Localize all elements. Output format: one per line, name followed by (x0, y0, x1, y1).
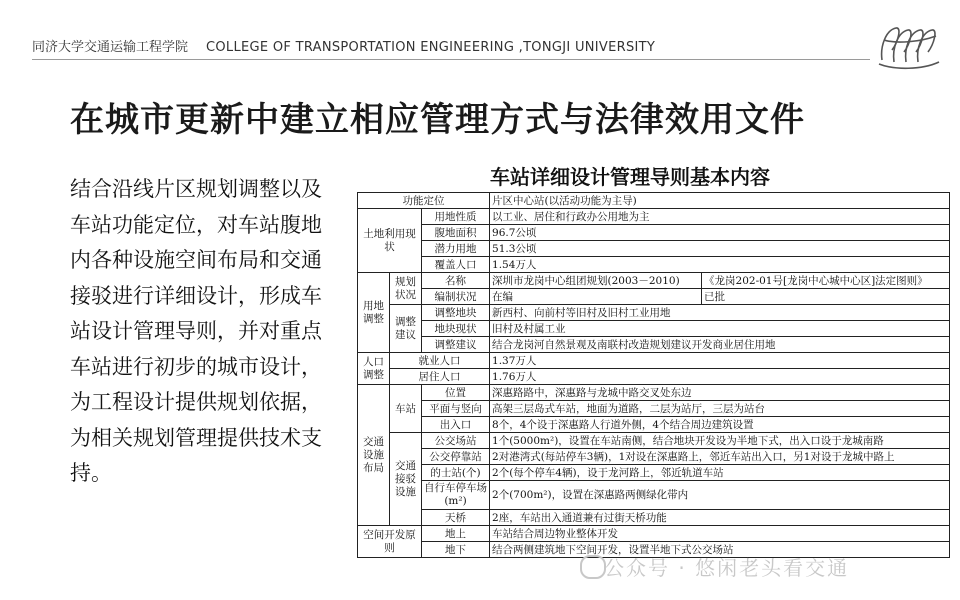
cell-label: 居住人口 (390, 369, 490, 385)
table-row (358, 526, 950, 542)
cell-value: 1个(5000m²)，设置在车站南侧，结合地块开发设为半地下式，出入口设于龙城南路 (490, 433, 950, 449)
cell-label: 潜力用地 (422, 241, 490, 257)
cell-label: 腹地面积 (422, 225, 490, 241)
table-row (358, 510, 950, 526)
guide-table (357, 192, 950, 558)
cell-value: 高架三层岛式车站，地面为道路，二层为站厅，三层为站台 (490, 401, 950, 417)
cell-label: 调整地块 (422, 305, 490, 321)
cell-value: 《龙岗202-01号[龙岗中心城中心区]法定图则》 (702, 273, 950, 289)
transfer-group: 交通接驳设施 (390, 433, 422, 526)
cell-value: 在编 (490, 289, 702, 305)
school-name-cn: 同济大学交通运输工程学院 (32, 40, 189, 55)
table-row (358, 257, 950, 273)
cell-value: 以工业、居住和行政办公用地为主 (490, 209, 950, 225)
table-row (358, 449, 950, 465)
cell-label: 公交停靠站 (422, 449, 490, 465)
cell-value: 新西村、向前村等旧村及旧村工业用地 (490, 305, 950, 321)
table-row (358, 225, 950, 241)
table-row (358, 241, 950, 257)
cell-value: 旧村及村属工业 (490, 321, 950, 337)
table-row (358, 321, 950, 337)
slide-title: 在城市更新中建立相应管理方式与法律效用文件 (70, 100, 805, 140)
cell-value: 深惠路路中，深惠路与龙城中路交叉处东边 (490, 385, 950, 401)
school-name-en: COLLEGE OF TRANSPORTATION ENGINEERING ,TONGJI UNIVERSITY (206, 40, 656, 55)
cell-label: 平面与竖向 (422, 401, 490, 417)
table-title: 车站详细设计管理导则基本内容 (490, 165, 770, 189)
cell-value: 2个(每个停车4辆)，设于龙河路上，邻近轨道车站 (490, 465, 950, 481)
header-divider (32, 59, 870, 60)
cell-label: 编制状况 (422, 289, 490, 305)
header (32, 36, 655, 55)
cell-value: 结合龙岗河自然景观及南联村改造规划建议开发商业居住用地 (490, 337, 950, 353)
cell-value: 车站结合周边物业整体开发 (490, 526, 950, 542)
cell-value: 深圳市龙岗中心组团规划(2003－2010) (490, 273, 702, 289)
table-row (358, 433, 950, 449)
table-row (358, 385, 950, 401)
cell-value: 96.7公顷 (490, 225, 950, 241)
table-row (358, 369, 950, 385)
table-row (358, 353, 950, 369)
cell-value: 2座，车站出入通道兼有过街天桥功能 (490, 510, 950, 526)
table-row (358, 273, 950, 289)
traffic-group: 交通设施布局 (358, 385, 390, 526)
cell-value: 2对港湾式(每站停车3辆)，1对设在深惠路上，邻近车站出入口，另1对设于龙城中路上 (490, 449, 950, 465)
table-row (358, 337, 950, 353)
cell-label: 天桥 (422, 510, 490, 526)
cell-label: 公交场站 (422, 433, 490, 449)
table-row (358, 289, 950, 305)
cell-label: 调整建议 (422, 337, 490, 353)
table-row (358, 465, 950, 481)
wechat-icon (580, 555, 606, 579)
cell-label: 用地性质 (422, 209, 490, 225)
plan-status: 规划状况 (390, 273, 422, 305)
cell-value: 2个(700m²)，设置在深惠路两侧绿化带内 (490, 481, 950, 510)
cell-value: 1.54万人 (490, 257, 950, 273)
cell-label: 地下 (422, 542, 490, 558)
pop-group: 人口调整 (358, 353, 390, 385)
cell-label: 覆盖人口 (422, 257, 490, 273)
table-row (358, 417, 950, 433)
cell-label: 地块现状 (422, 321, 490, 337)
cell-label: 名称 (422, 273, 490, 289)
cell-label: 自行车停车场(m²) (422, 481, 490, 510)
table-row (358, 401, 950, 417)
land-group: 土地利用现状 (358, 209, 422, 273)
cell-value: 已批 (702, 289, 950, 305)
station-group: 车站 (390, 385, 422, 433)
cell-value: 结合两侧建筑地下空间开发，设置半地下式公交场站 (490, 542, 950, 558)
tongji-logo-icon (876, 20, 942, 72)
func-label: 功能定位 (358, 193, 490, 209)
watermark: 公众号 · 悠闲老头看交通 (604, 556, 850, 580)
cell-value: 1.37万人 (490, 353, 950, 369)
body-paragraph: 结合沿线片区规划调整以及车站功能定位，对车站腹地内各种设施空间布局和交通接驳进行详细设计，形成车站设计管理导则，并对重点车站进行初步的城市设计，为工程设计提供规划依据，为相关规划管理提供技术支持。 (70, 177, 322, 485)
func-value: 片区中心站(以活动功能为主导) (490, 193, 950, 209)
cell-label: 位置 (422, 385, 490, 401)
table-row (358, 193, 950, 209)
cell-label: 就业人口 (390, 353, 490, 369)
space-group: 空间开发原则 (358, 526, 422, 558)
cell-label: 地上 (422, 526, 490, 542)
cell-label: 出入口 (422, 417, 490, 433)
table-row (358, 305, 950, 321)
table-row (358, 209, 950, 225)
cell-value: 1.76万人 (490, 369, 950, 385)
landadj-group: 用地调整 (358, 273, 390, 353)
cell-value: 8个，4个设于深惠路人行道外侧，4个结合周边建筑设置 (490, 417, 950, 433)
cell-label: 的士站(个) (422, 465, 490, 481)
table-row (358, 481, 950, 510)
cell-value: 51.3公顷 (490, 241, 950, 257)
adj-suggest: 调整建议 (390, 305, 422, 353)
